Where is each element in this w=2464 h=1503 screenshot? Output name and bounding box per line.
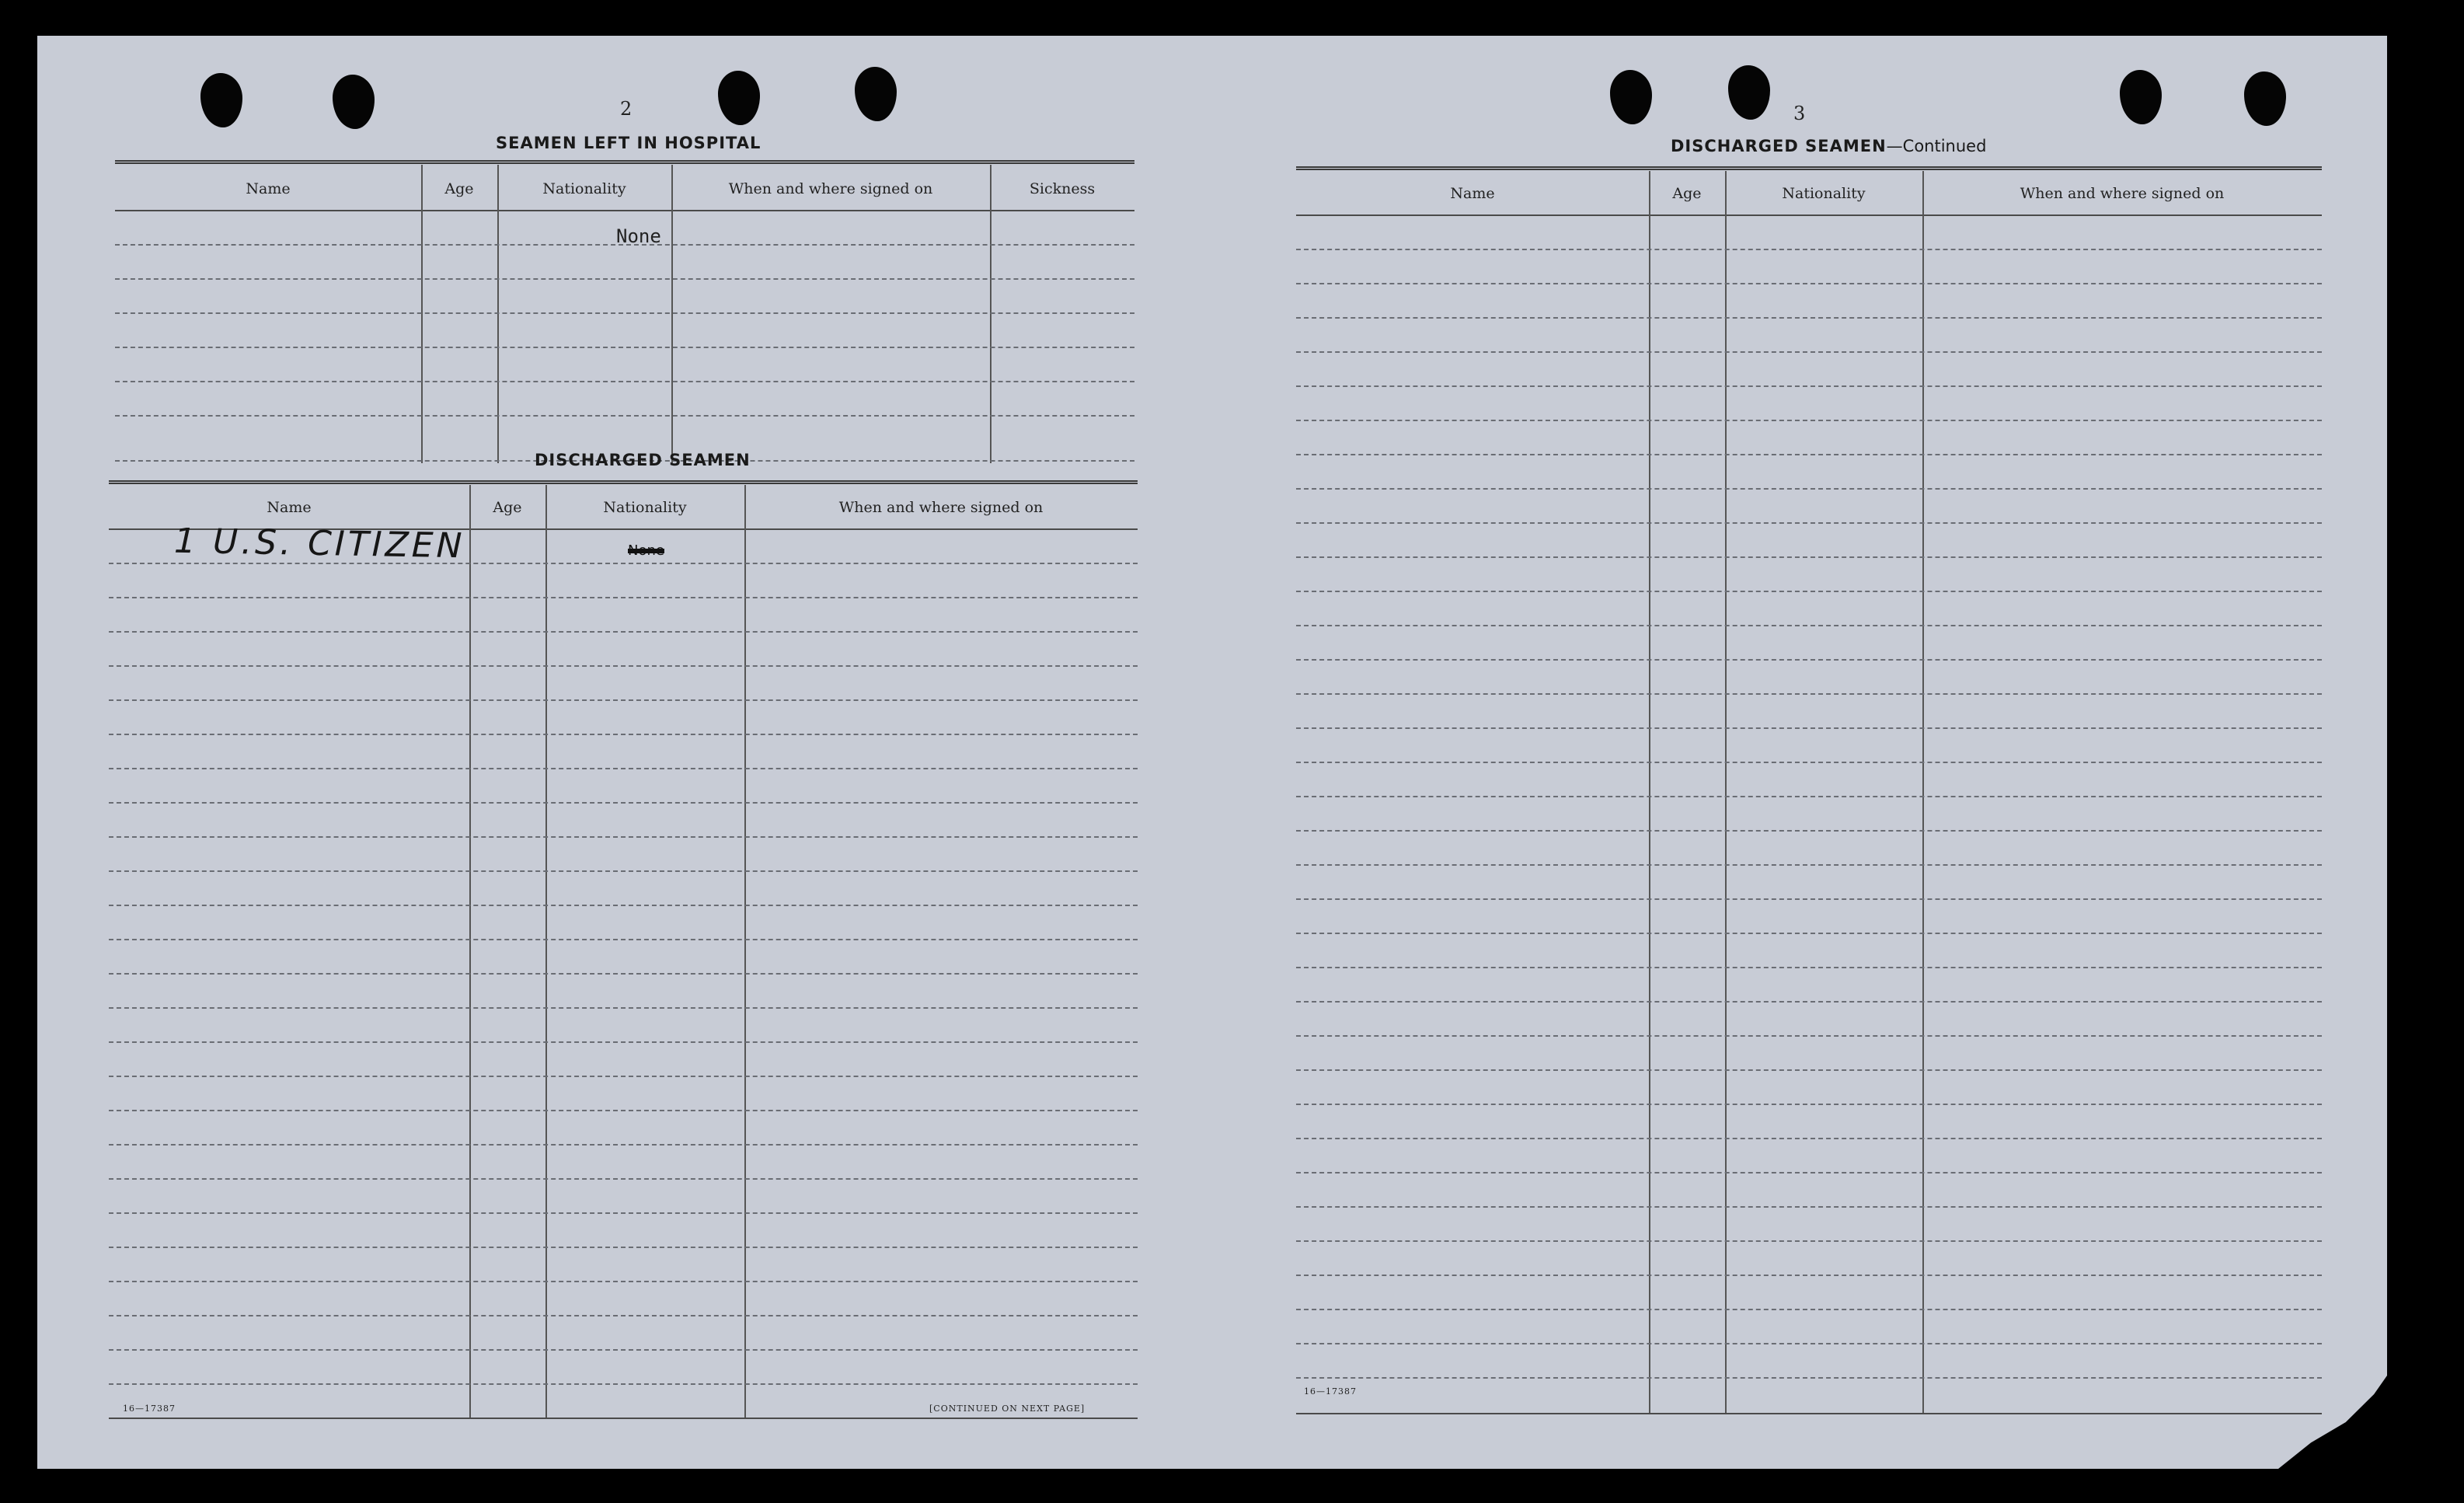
hospital-entry-none: None xyxy=(616,225,661,247)
row-line xyxy=(115,278,1134,280)
column-header-name: Name xyxy=(246,180,291,197)
column-header-name: Name xyxy=(267,499,312,516)
column-divider xyxy=(1922,171,1924,1414)
row-line xyxy=(109,563,1138,564)
row-line xyxy=(1296,522,2322,524)
row-line xyxy=(115,381,1134,382)
column-divider xyxy=(1725,171,1727,1414)
title-text: DISCHARGED SEAMEN xyxy=(1671,137,1887,155)
row-line xyxy=(1296,625,2322,626)
column-header-age: Age xyxy=(493,499,522,516)
row-line xyxy=(1296,864,2322,866)
row-line xyxy=(109,905,1138,906)
column-header-name: Name xyxy=(1450,185,1495,202)
row-line xyxy=(1296,967,2322,968)
column-header-nationality: Nationality xyxy=(542,180,626,197)
row-line xyxy=(109,1383,1138,1385)
table-bottom-line xyxy=(109,1418,1138,1419)
row-line xyxy=(109,597,1138,598)
row-line xyxy=(109,1041,1138,1043)
discharged-section-title: DISCHARGED SEAMEN xyxy=(535,451,751,469)
row-line xyxy=(1296,762,2322,763)
row-line xyxy=(1296,1001,2322,1003)
column-header-sickness: Sickness xyxy=(1029,180,1096,197)
row-line xyxy=(109,631,1138,633)
row-line xyxy=(115,312,1134,314)
column-divider xyxy=(469,485,471,1418)
table-bottom-line xyxy=(1296,1413,2322,1414)
row-line xyxy=(109,1178,1138,1180)
punch-hole xyxy=(718,71,760,125)
row-line xyxy=(1296,454,2322,455)
column-divider xyxy=(497,165,499,463)
table-top-rule xyxy=(115,160,1134,164)
row-line xyxy=(1296,283,2322,284)
row-line xyxy=(109,939,1138,940)
row-line xyxy=(109,768,1138,769)
row-line xyxy=(1296,659,2322,661)
column-divider xyxy=(671,165,673,463)
row-line xyxy=(109,1315,1138,1316)
row-line xyxy=(1296,1275,2322,1276)
column-header-nationality: Nationality xyxy=(1782,185,1866,202)
column-divider xyxy=(744,485,746,1418)
row-line xyxy=(109,1349,1138,1351)
row-line xyxy=(1296,488,2322,490)
continued-note: [CONTINUED ON NEXT PAGE] xyxy=(929,1404,1086,1414)
discharged-table xyxy=(109,480,1138,1430)
right-page xyxy=(1234,36,2387,1469)
row-line xyxy=(1296,420,2322,421)
column-divider xyxy=(421,165,423,463)
column-divider xyxy=(545,485,547,1418)
row-line xyxy=(1296,1343,2322,1344)
row-line xyxy=(109,1247,1138,1248)
form-number: 16—17387 xyxy=(123,1404,176,1414)
column-divider xyxy=(990,165,992,463)
table-top-rule xyxy=(109,480,1138,484)
row-line xyxy=(1296,1377,2322,1379)
punch-hole xyxy=(200,73,242,127)
left-page xyxy=(37,36,1156,1469)
row-line xyxy=(1296,1104,2322,1105)
row-line xyxy=(1296,830,2322,832)
column-divider xyxy=(1649,171,1650,1414)
row-line xyxy=(109,1076,1138,1077)
row-line xyxy=(1296,796,2322,797)
row-line xyxy=(1296,351,2322,353)
row-line xyxy=(109,665,1138,667)
row-line xyxy=(1296,249,2322,250)
punch-hole xyxy=(333,75,375,129)
row-line xyxy=(109,1212,1138,1214)
column-header-age: Age xyxy=(1672,185,1702,202)
row-line xyxy=(109,699,1138,701)
column-header-when-where: When and where signed on xyxy=(2020,185,2225,202)
row-line xyxy=(1296,1069,2322,1071)
page-number: 2 xyxy=(620,98,633,120)
column-header-when-where: When and where signed on xyxy=(728,180,933,197)
row-line xyxy=(109,1110,1138,1111)
row-line xyxy=(109,973,1138,975)
row-line xyxy=(109,802,1138,804)
column-header-nationality: Nationality xyxy=(603,499,687,516)
row-line xyxy=(1296,1172,2322,1173)
row-line xyxy=(1296,1309,2322,1310)
hospital-section-title: SEAMEN LEFT IN HOSPITAL xyxy=(496,134,762,152)
column-header-when-where: When and where signed on xyxy=(838,499,1044,516)
row-line xyxy=(109,870,1138,872)
row-line xyxy=(109,734,1138,735)
row-line xyxy=(109,1144,1138,1146)
column-header-age: Age xyxy=(444,180,474,197)
row-line xyxy=(1296,693,2322,695)
punch-hole xyxy=(1610,70,1652,124)
row-line xyxy=(1296,933,2322,934)
punch-hole xyxy=(2244,71,2286,126)
row-line xyxy=(1296,1206,2322,1208)
struck-out-entry: None xyxy=(628,542,664,559)
punch-hole xyxy=(1728,65,1770,120)
row-line xyxy=(1296,898,2322,900)
row-line xyxy=(1296,591,2322,592)
table-top-rule xyxy=(1296,166,2322,170)
row-line xyxy=(1296,1035,2322,1037)
hospital-table xyxy=(115,160,1134,463)
title-suffix: —Continued xyxy=(1886,137,1987,155)
row-line xyxy=(1296,385,2322,387)
row-line xyxy=(1296,1240,2322,1242)
header-underline xyxy=(115,210,1134,211)
row-line xyxy=(109,1007,1138,1009)
row-line xyxy=(1296,556,2322,558)
row-line xyxy=(1296,727,2322,729)
handwritten-entry: 1 U.S. CITIZEN xyxy=(173,521,465,567)
row-line xyxy=(109,1281,1138,1282)
form-number: 16—17387 xyxy=(1304,1386,1357,1397)
row-line xyxy=(109,836,1138,838)
row-line xyxy=(115,415,1134,417)
punch-hole xyxy=(2120,70,2162,124)
row-line xyxy=(1296,317,2322,319)
header-underline xyxy=(1296,214,2322,216)
row-line xyxy=(1296,1138,2322,1139)
document-sheet xyxy=(37,36,2387,1469)
page-number: 3 xyxy=(1793,103,1806,124)
discharged-continued-title xyxy=(1671,137,1986,155)
row-line xyxy=(115,347,1134,348)
punch-hole xyxy=(855,67,897,121)
discharged-continued-table xyxy=(1296,166,2322,1419)
